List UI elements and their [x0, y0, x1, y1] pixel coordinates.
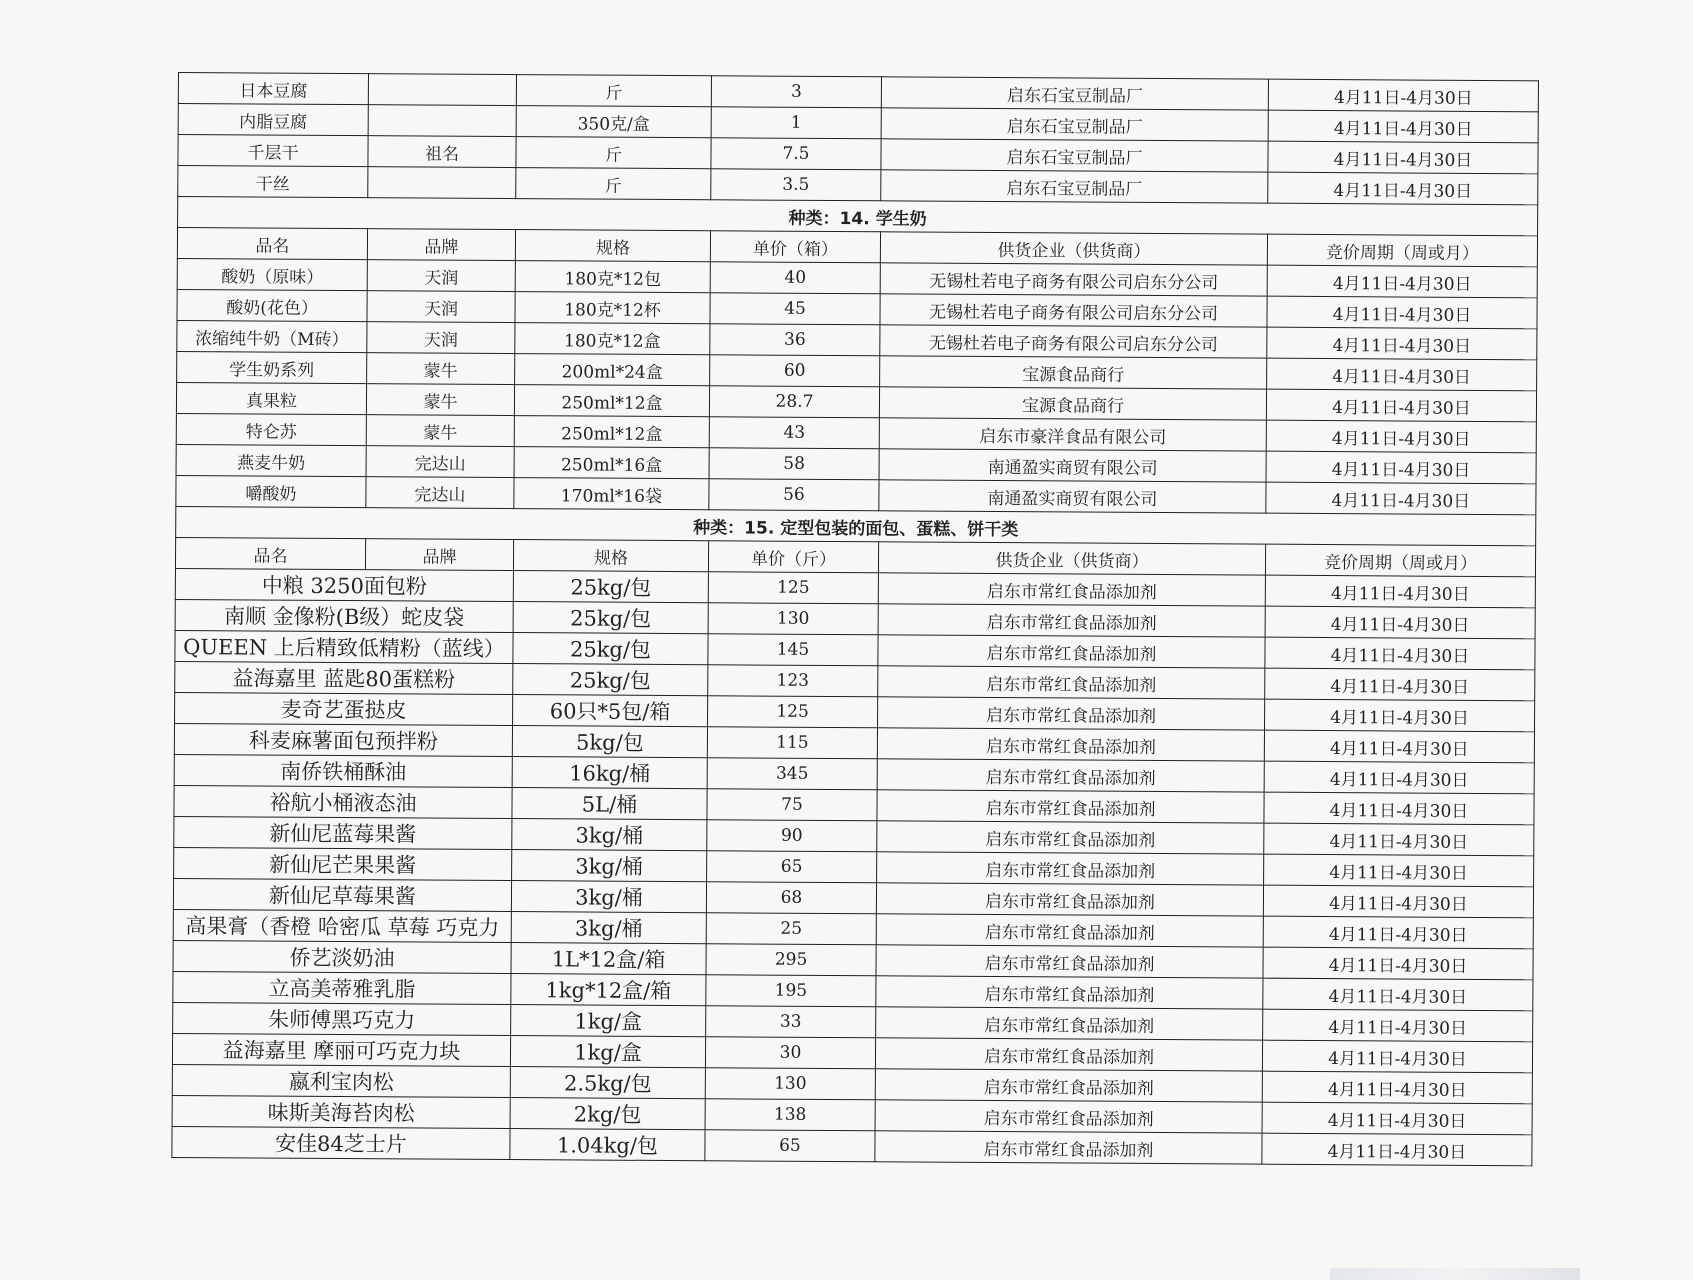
cell-name: QUEEN 上后精致低精粉（蓝线） — [175, 630, 513, 663]
cell-price: 123 — [708, 665, 878, 697]
cell-supplier: 启东市常红食品添加剂 — [878, 604, 1265, 637]
cell-period: 4月11日-4月30日 — [1266, 389, 1536, 422]
cell-spec: 16kg/桶 — [512, 757, 707, 789]
cell-price: 36 — [710, 324, 880, 356]
cell-name: 干丝 — [178, 166, 368, 198]
cell-spec: 25kg/包 — [513, 633, 708, 665]
cell-price: 33 — [706, 1006, 876, 1038]
header-spec: 规格 — [515, 230, 710, 262]
cell-price: 58 — [709, 448, 879, 480]
cell-price: 56 — [709, 479, 879, 511]
cell-supplier: 启东市常红食品添加剂 — [876, 976, 1263, 1009]
cell-period: 4月11日-4月30日 — [1265, 637, 1535, 670]
cell-price: 138 — [705, 1099, 875, 1131]
header-period: 竞价周期（周或月） — [1265, 544, 1535, 577]
cell-period: 4月11日-4月30日 — [1262, 1040, 1532, 1073]
cell-name: 中粮 3250面包粉 — [175, 568, 513, 601]
cell-supplier: 启东市常红食品添加剂 — [878, 697, 1265, 730]
header-price: 单价（箱） — [710, 231, 880, 263]
cell-supplier: 无锡杜若电子商务有限公司启东分公司 — [880, 294, 1267, 327]
cell-period: 4月11日-4月30日 — [1262, 1133, 1532, 1166]
header-spec: 规格 — [513, 540, 708, 572]
cell-spec: 1kg*12盒/箱 — [511, 974, 706, 1006]
cell-period: 4月11日-4月30日 — [1268, 172, 1538, 205]
cell-period: 4月11日-4月30日 — [1263, 1009, 1533, 1042]
cell-spec: 1kg/盒 — [510, 1036, 705, 1068]
cell-period: 4月11日-4月30日 — [1265, 575, 1535, 608]
cell-price: 25 — [706, 913, 876, 945]
cell-spec: 斤 — [516, 168, 711, 200]
cell-price: 75 — [707, 789, 877, 821]
cell-supplier: 启东石宝豆制品厂 — [881, 108, 1268, 141]
cell-name: 日本豆腐 — [178, 73, 368, 105]
cell-price: 68 — [706, 882, 876, 914]
cell-price: 130 — [705, 1068, 875, 1100]
cell-name: 南顺 金像粉(B级）蛇皮袋 — [175, 599, 513, 632]
cell-spec: 2.5kg/包 — [510, 1067, 705, 1099]
cell-spec: 250ml*12盒 — [514, 385, 709, 417]
cell-supplier: 启东市常红食品添加剂 — [875, 1038, 1262, 1071]
cell-name: 益海嘉里 摩丽可巧克力块 — [172, 1033, 510, 1066]
cell-name: 新仙尼蓝莓果酱 — [174, 816, 512, 849]
cell-price: 115 — [707, 727, 877, 759]
cell-spec: 25kg/包 — [513, 571, 708, 603]
cell-brand: 蒙牛 — [366, 384, 514, 416]
cell-price: 40 — [710, 262, 880, 294]
cell-period: 4月11日-4月30日 — [1267, 358, 1537, 391]
cell-name: 酸奶（原味） — [177, 258, 367, 290]
cell-period: 4月11日-4月30日 — [1262, 1071, 1532, 1104]
cell-period: 4月11日-4月30日 — [1263, 978, 1533, 1011]
cell-name: 味斯美海苔肉松 — [172, 1095, 510, 1128]
cell-period: 4月11日-4月30日 — [1264, 699, 1534, 732]
cell-spec: 60只*5包/箱 — [513, 695, 708, 727]
cell-name: 安佳84芝士片 — [172, 1126, 510, 1159]
cell-period: 4月11日-4月30日 — [1264, 792, 1534, 825]
cell-supplier: 启东市常红食品添加剂 — [878, 666, 1265, 699]
cell-spec: 3kg/桶 — [512, 819, 707, 851]
header-brand: 品牌 — [367, 229, 515, 261]
cell-spec: 斤 — [516, 137, 711, 169]
cell-spec: 1kg/盒 — [511, 1005, 706, 1037]
cell-period: 4月11日-4月30日 — [1263, 916, 1533, 949]
cell-price: 130 — [708, 603, 878, 635]
cell-spec: 180克*12盒 — [515, 323, 710, 355]
cell-spec: 180克*12包 — [515, 261, 710, 293]
header-supplier: 供货企业（供货商） — [878, 542, 1265, 575]
cell-name: 侨艺淡奶油 — [173, 940, 511, 973]
paper-scrap — [1330, 1268, 1580, 1280]
cell-spec: 25kg/包 — [513, 602, 708, 634]
cell-name: 南侨铁桶酥油 — [174, 754, 512, 787]
cell-name: 朱师傅黑巧克力 — [173, 1002, 511, 1035]
header-brand: 品牌 — [365, 539, 513, 571]
price-table — [171, 72, 1539, 1166]
cell-name: 燕麦牛奶 — [176, 444, 366, 476]
cell-spec: 3kg/桶 — [511, 912, 706, 944]
cell-period: 4月11日-4月30日 — [1268, 79, 1538, 112]
cell-price: 145 — [708, 634, 878, 666]
cell-supplier: 启东市常红食品添加剂 — [877, 790, 1264, 823]
cell-period: 4月11日-4月30日 — [1266, 420, 1536, 453]
cell-supplier: 启东石宝豆制品厂 — [881, 139, 1268, 172]
cell-spec: 350克/盒 — [516, 106, 711, 138]
cell-name: 嚼酸奶 — [176, 475, 366, 507]
header-name: 品名 — [177, 228, 367, 260]
cell-supplier: 南通盈实商贸有限公司 — [879, 480, 1266, 513]
cell-price: 45 — [710, 293, 880, 325]
cell-brand: 蒙牛 — [367, 353, 515, 385]
cell-supplier: 启东市常红食品添加剂 — [876, 945, 1263, 978]
category-title: 种类：14. 学生奶 — [178, 197, 1538, 236]
category-title: 种类：15. 定型包装的面包、蛋糕、饼干类 — [176, 506, 1536, 545]
cell-price: 65 — [707, 851, 877, 883]
cell-brand: 天润 — [367, 322, 515, 354]
cell-supplier: 宝源食品商行 — [879, 387, 1266, 420]
cell-price: 43 — [709, 417, 879, 449]
cell-period: 4月11日-4月30日 — [1267, 327, 1537, 360]
cell-period: 4月11日-4月30日 — [1263, 885, 1533, 918]
cell-supplier: 启东市常红食品添加剂 — [876, 1007, 1263, 1040]
cell-price: 195 — [706, 975, 876, 1007]
cell-supplier: 南通盈实商贸有限公司 — [879, 449, 1266, 482]
cell-brand — [368, 105, 516, 137]
cell-brand: 蒙牛 — [366, 415, 514, 447]
cell-name: 酸奶(花色） — [177, 289, 367, 321]
cell-supplier: 启东市常红食品添加剂 — [877, 759, 1264, 792]
cell-brand: 天润 — [367, 260, 515, 292]
cell-supplier: 启东市常红食品添加剂 — [875, 1131, 1262, 1164]
cell-spec: 5kg/包 — [512, 726, 707, 758]
cell-brand — [368, 167, 516, 199]
cell-period: 4月11日-4月30日 — [1267, 296, 1537, 329]
cell-name: 特仑苏 — [176, 413, 366, 445]
cell-price: 345 — [707, 758, 877, 790]
cell-supplier: 启东市常红食品添加剂 — [877, 852, 1264, 885]
cell-name: 学生奶系列 — [177, 351, 367, 383]
cell-spec: 3kg/桶 — [512, 850, 707, 882]
cell-price: 30 — [705, 1037, 875, 1069]
cell-spec: 5L/桶 — [512, 788, 707, 820]
cell-name: 益海嘉里 蓝匙80蛋糕粉 — [175, 661, 513, 694]
cell-spec: 25kg/包 — [513, 664, 708, 696]
cell-period: 4月11日-4月30日 — [1267, 265, 1537, 298]
cell-supplier: 启东市常红食品添加剂 — [878, 635, 1265, 668]
cell-name: 嬴利宝肉松 — [172, 1064, 510, 1097]
cell-spec: 250ml*16盒 — [514, 447, 709, 479]
cell-price: 7.5 — [711, 138, 881, 170]
cell-price: 295 — [706, 944, 876, 976]
cell-spec: 1L*12盒/箱 — [511, 943, 706, 975]
cell-period: 4月11日-4月30日 — [1264, 761, 1534, 794]
cell-spec: 斤 — [516, 75, 711, 107]
header-name: 品名 — [175, 537, 365, 569]
cell-price: 125 — [708, 696, 878, 728]
cell-name: 新仙尼芒果果酱 — [174, 847, 512, 880]
cell-supplier: 启东石宝豆制品厂 — [881, 77, 1268, 110]
cell-spec: 2kg/包 — [510, 1098, 705, 1130]
header-supplier: 供货企业（供货商） — [880, 232, 1267, 265]
cell-supplier: 无锡杜若电子商务有限公司启东分公司 — [880, 325, 1267, 358]
cell-spec: 170ml*16袋 — [514, 478, 709, 510]
cell-price: 3.5 — [711, 169, 881, 201]
cell-price: 60 — [710, 355, 880, 387]
cell-spec: 200ml*24盒 — [515, 354, 710, 386]
cell-supplier: 启东市常红食品添加剂 — [876, 883, 1263, 916]
cell-period: 4月11日-4月30日 — [1268, 110, 1538, 143]
cell-price: 28.7 — [709, 386, 879, 418]
cell-supplier: 启东市常红食品添加剂 — [875, 1069, 1262, 1102]
cell-name: 内脂豆腐 — [178, 104, 368, 136]
cell-name: 裕航小桶液态油 — [174, 785, 512, 818]
cell-brand: 祖名 — [368, 136, 516, 168]
cell-period: 4月11日-4月30日 — [1264, 823, 1534, 856]
cell-spec: 3kg/桶 — [511, 881, 706, 913]
cell-price: 1 — [711, 107, 881, 139]
cell-period: 4月11日-4月30日 — [1263, 947, 1533, 980]
cell-supplier: 启东市常红食品添加剂 — [875, 1100, 1262, 1133]
cell-supplier: 启东市常红食品添加剂 — [877, 728, 1264, 761]
cell-name: 麦奇艺蛋挞皮 — [175, 692, 513, 725]
header-period: 竞价周期（周或月） — [1267, 234, 1537, 267]
cell-name: 科麦麻薯面包预拌粉 — [174, 723, 512, 756]
cell-name: 千层干 — [178, 135, 368, 167]
cell-name: 立高美蒂雅乳脂 — [173, 971, 511, 1004]
cell-period: 4月11日-4月30日 — [1266, 482, 1536, 515]
cell-supplier: 启东石宝豆制品厂 — [881, 170, 1268, 203]
cell-spec: 1.04kg/包 — [510, 1129, 705, 1161]
cell-price: 90 — [707, 820, 877, 852]
cell-price: 65 — [705, 1130, 875, 1162]
cell-period: 4月11日-4月30日 — [1268, 141, 1538, 174]
cell-spec: 250ml*12盒 — [514, 416, 709, 448]
cell-period: 4月11日-4月30日 — [1265, 606, 1535, 639]
cell-supplier: 启东市常红食品添加剂 — [878, 573, 1265, 606]
cell-brand: 天润 — [367, 291, 515, 323]
cell-price: 3 — [711, 76, 881, 108]
cell-name: 高果膏（香橙 哈密瓜 草莓 巧克力 — [173, 909, 511, 942]
cell-brand: 完达山 — [366, 446, 514, 478]
cell-supplier: 启东市常红食品添加剂 — [877, 821, 1264, 854]
cell-period: 4月11日-4月30日 — [1265, 668, 1535, 701]
cell-period: 4月11日-4月30日 — [1264, 730, 1534, 763]
cell-name: 浓缩纯牛奶（M砖） — [177, 320, 367, 352]
cell-supplier: 宝源食品商行 — [880, 356, 1267, 389]
cell-brand — [368, 74, 516, 106]
cell-spec: 180克*12杯 — [515, 292, 710, 324]
cell-name: 新仙尼草莓果酱 — [173, 878, 511, 911]
cell-supplier: 启东市常红食品添加剂 — [876, 914, 1263, 947]
cell-supplier: 无锡杜若电子商务有限公司启东分公司 — [880, 263, 1267, 296]
cell-period: 4月11日-4月30日 — [1264, 854, 1534, 887]
cell-supplier: 启东市豪洋食品有限公司 — [879, 418, 1266, 451]
cell-period: 4月11日-4月30日 — [1266, 451, 1536, 484]
cell-name: 真果粒 — [176, 382, 366, 414]
cell-period: 4月11日-4月30日 — [1262, 1102, 1532, 1135]
cell-price: 125 — [708, 572, 878, 604]
header-price: 单价（斤） — [708, 541, 878, 573]
cell-brand: 完达山 — [366, 477, 514, 509]
